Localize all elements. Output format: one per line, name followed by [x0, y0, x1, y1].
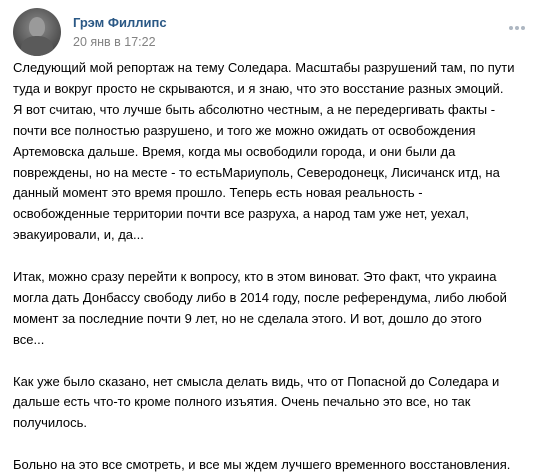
avatar[interactable] [13, 8, 61, 56]
more-dots-icon[interactable] [507, 22, 527, 34]
avatar-shoulders-shape [21, 36, 53, 56]
post-paragraph: Как уже было сказано, нет смысла делать видь, что от Попасной до Соледара и дальше есть что-то кроме полного изъятия. Очень печально это все, но так получилось. [13, 373, 500, 431]
post-paragraph: Следующий мой репортаж на тему Соледара. Масштабы разрушений там, по пути туда и вокруг просто не скрываются, и я знаю, что это восстание разных эмоций. Я вот считаю, что лучше быть абсолютно честным, а не передергивать факты - почти все полностью разрушено, и того же можно ожидать от освобождения Артемовска дальше. Время, когда мы освободили города, и они были да повреждены, но на месте - то естьМариуполь, Северодонецк, Лисичанск итд, на данный момент это время прошло. Теперь есть новая реальность - освобожденные территории почти все разруха, а народ там уже нет, уехал, эвакуировали, и, да... [13, 60, 515, 243]
author-name[interactable]: Грэм Филлипс [73, 15, 167, 30]
avatar-head-shape [29, 17, 45, 37]
post-text [13, 58, 528, 476]
post-header [13, 8, 527, 58]
post-paragraph: Больно на это все смотреть, и все мы ждем лучшего временного восстановления. [13, 457, 511, 473]
post-date[interactable]: 20 янв в 17:22 [73, 35, 156, 49]
post-paragraph: Итак, можно сразу перейти к вопросу, кто в этом виноват. Это факт, что украина могла дать Донбассу свободу либо в 2014 году, после референдума, либо любой момент за последние почти 9 лет, но не сделала этого. И вот, дошло до этого все... [13, 269, 507, 347]
